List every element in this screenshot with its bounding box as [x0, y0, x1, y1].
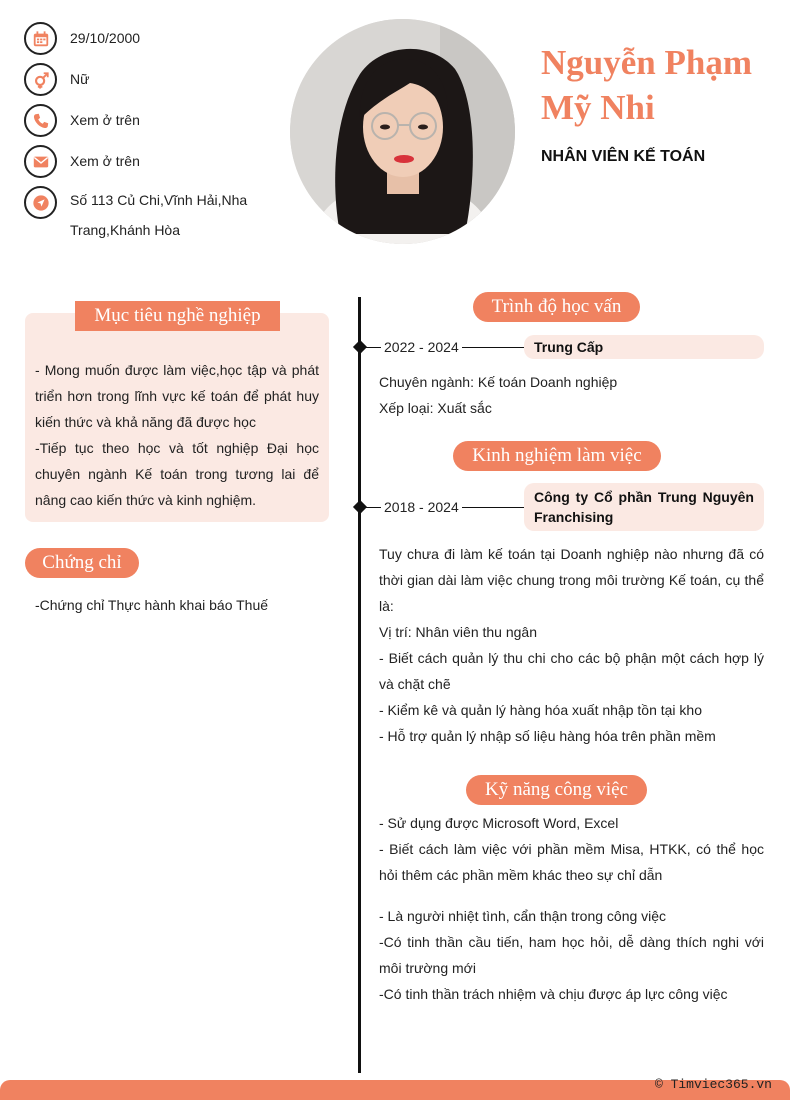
contact-info [24, 22, 284, 248]
contact-birthdate [24, 22, 284, 63]
skill-item: -Có tinh thần trách nhiệm và chịu được áp lực công việc [379, 986, 728, 1002]
address-text: Số 113 Củ Chi,Vĩnh Hải,Nha Trang,Khánh Hòa [70, 192, 248, 238]
email-text: Xem ở trên [70, 153, 140, 169]
skills-title: Kỹ năng công việc [466, 775, 647, 805]
objective-line: -Tiếp tục theo học và tốt nghiệp Đại học chuyên ngành Kế toán trong tương lai để nâng cao kiến thức và kinh nghiệm. [35, 440, 319, 508]
experience-position: Vị trí: Nhân viên thu ngân [379, 624, 537, 640]
objective-title: Mục tiêu nghề nghiệp [75, 301, 280, 331]
phone-text: Xem ở trên [70, 112, 140, 128]
education-grade: Xếp loại: Xuất sắc [379, 400, 492, 416]
skill-item: - Là người nhiệt tình, cẩn thận trong công việc [379, 908, 667, 924]
certificates-title: Chứng chỉ [25, 548, 139, 578]
contact-phone [24, 104, 284, 145]
education-school: Trung Cấp [524, 335, 764, 359]
experience-title: Kinh nghiệm làm việc [453, 441, 661, 471]
education-title: Trình độ học vấn [473, 292, 640, 322]
portrait-illustration [290, 19, 515, 244]
education-period: 2022 - 2024 [381, 339, 462, 355]
full-name [541, 40, 791, 130]
location-arrow-icon [24, 186, 57, 219]
skill-item: - Biết cách làm việc với phần mềm Misa, HTKK, có thể học hỏi thêm các phần mềm khác theo sự chỉ dẫn [379, 841, 764, 883]
calendar-icon [24, 22, 57, 55]
experience-period: 2018 - 2024 [381, 499, 462, 515]
job-title: NHÂN VIÊN KẾ TOÁN [541, 148, 706, 165]
watermark: © Timviec365.vn [654, 1077, 772, 1092]
skill-item: -Có tinh thần cầu tiến, ham học hỏi, dễ dàng thích nghi với môi trường mới [379, 934, 764, 976]
experience-duty: - Kiểm kê và quản lý hàng hóa xuất nhập tồn tại kho [379, 702, 702, 718]
certificate-item: -Chứng chỉ Thực hành khai báo Thuế [35, 597, 269, 613]
experience-company: Công ty Cổ phần Trung Nguyên Franchising [524, 483, 764, 531]
contact-address [24, 186, 284, 248]
phone-icon [24, 104, 57, 137]
envelope-icon [24, 145, 57, 178]
objective-text [35, 357, 319, 513]
timeline-line [358, 297, 361, 1073]
birthdate-text: 29/10/2000 [70, 30, 141, 46]
profile-photo [290, 19, 515, 244]
name-line-2: Mỹ Nhi [541, 88, 655, 127]
gender-icon [24, 63, 57, 96]
experience-description [379, 541, 764, 749]
objective-line: - Mong muốn được làm việc,học tập và phát triển hơn trong lĩnh vực kế toán để phát huy kiến thức và khả năng đã được học [35, 362, 319, 430]
gender-text: Nữ [70, 71, 90, 87]
contact-email [24, 145, 284, 186]
contact-gender [24, 63, 284, 104]
skills-technical [379, 810, 764, 888]
experience-intro: Tuy chưa đi làm kế toán tại Doanh nghiệp nào nhưng đã có thời gian dài làm việc chung trong môi trường Kế toán, cụ thể là: [379, 546, 764, 614]
skills-soft [379, 903, 764, 1007]
skill-item: - Sử dụng được Microsoft Word, Excel [379, 815, 619, 831]
education-major: Chuyên ngành: Kế toán Doanh nghiệp [379, 374, 618, 390]
name-line-1: Nguyễn Phạm [541, 43, 752, 82]
experience-duty: - Biết cách quản lý thu chi cho các bộ phận một cách hợp lý và chặt chẽ [379, 650, 764, 692]
experience-duty: - Hỗ trợ quản lý nhập số liệu hàng hóa trên phần mềm [379, 728, 716, 744]
